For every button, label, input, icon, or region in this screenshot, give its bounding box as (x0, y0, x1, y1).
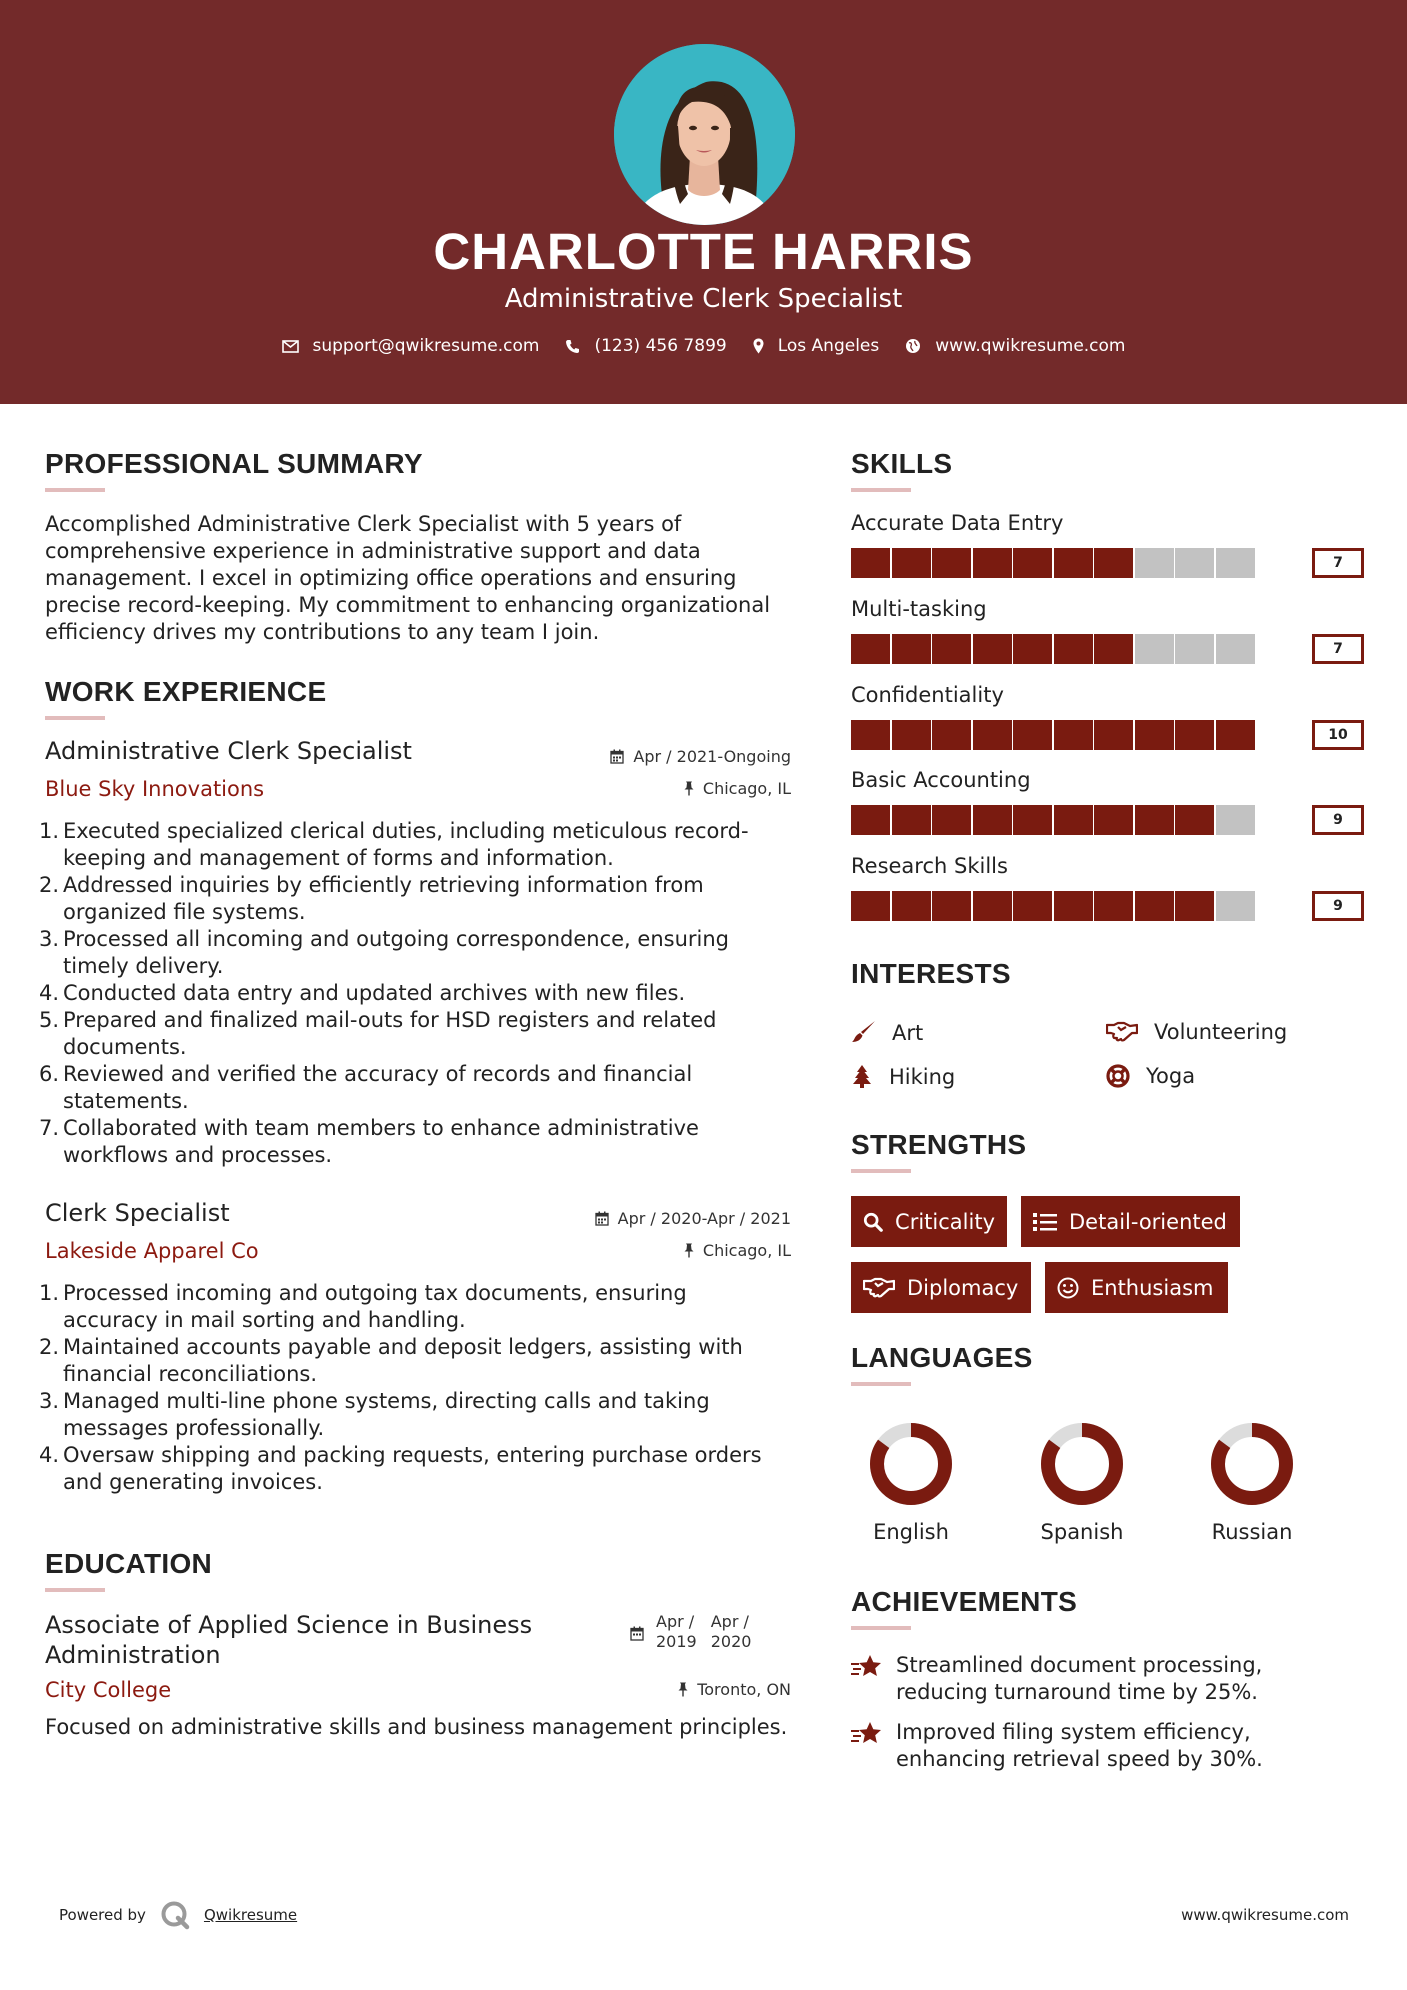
company-name: Lakeside Apparel Co (45, 1239, 259, 1263)
list-item: Managed multi-line phone systems, directing calls and taking messages professionally. (63, 1389, 710, 1440)
calendar-icon (610, 749, 624, 764)
skill-segment-filled (1013, 891, 1052, 921)
skill-segment-filled (851, 805, 890, 835)
skill-segment-empty (1175, 548, 1214, 578)
interest-label: Volunteering (1154, 1020, 1288, 1044)
strength-detail-oriented (1021, 1196, 1240, 1247)
job-location-text: Chicago, IL (702, 1241, 791, 1260)
skill-segment-empty (1135, 548, 1174, 578)
lifering-icon (1106, 1064, 1130, 1088)
job-location (684, 1241, 791, 1260)
list-item: Prepared and finalized mail-outs for HSD registers and related documents. (63, 1008, 717, 1059)
skill-segment-filled (1013, 634, 1052, 664)
skill-segment-filled (932, 720, 971, 750)
strengths-underline (851, 1169, 911, 1173)
qwikresume-logo-icon (160, 1900, 190, 1930)
skill-segment-filled (1216, 720, 1255, 750)
skill-level-badge: 10 (1312, 720, 1364, 750)
skill-level-badge: 9 (1312, 891, 1364, 921)
footer-website[interactable]: www.qwikresume.com (1181, 1906, 1349, 1924)
avatar (614, 44, 795, 225)
strength-label: Diplomacy (907, 1275, 1019, 1300)
calendar-icon (630, 1626, 644, 1641)
job-dates-text: Apr / 2021-Ongoing (633, 747, 791, 766)
strengths-heading: STRENGTHS (851, 1129, 1027, 1160)
skill-segment-filled (973, 548, 1012, 578)
envelope-icon (282, 340, 299, 353)
skill-segment-filled (1135, 805, 1174, 835)
list-item: Executed specialized clerical duties, including meticulous record-keeping and management of forms and information. (63, 819, 749, 870)
skill-segment-filled (892, 805, 931, 835)
skill-segment-filled (973, 805, 1012, 835)
job-bullets (63, 1280, 783, 1496)
skill-segment-filled (1175, 720, 1214, 750)
interest-art (851, 1020, 923, 1045)
skill-segment-filled (851, 634, 890, 664)
pin-icon (684, 781, 694, 796)
interest-volunteering (1106, 1020, 1287, 1044)
company-name: Blue Sky Innovations (45, 777, 265, 801)
job-location-text: Chicago, IL (702, 779, 791, 798)
skill-segment-filled (1094, 805, 1133, 835)
skill-segment-filled (1013, 548, 1052, 578)
skill-segment-empty (1216, 891, 1255, 921)
list-item: Maintained accounts payable and deposit ledgers, assisting with financial reconciliations. (63, 1335, 743, 1386)
skill-segment-filled (1135, 891, 1174, 921)
language-name: Spanish (1040, 1520, 1124, 1544)
strength-label: Detail-oriented (1069, 1209, 1227, 1234)
list-item: Collaborated with team members to enhance administrative workflows and processes. (63, 1116, 699, 1167)
star-icon (851, 1654, 883, 1680)
footer-powered (59, 1900, 297, 1930)
job-title: Administrative Clerk Specialist (45, 737, 412, 765)
skill-segment-filled (973, 720, 1012, 750)
skill-name: Research Skills (851, 854, 1008, 878)
job-dates-text: Apr / 2020-Apr / 2021 (617, 1209, 791, 1228)
skill-segment-empty (1175, 634, 1214, 664)
handshake-icon (1106, 1021, 1138, 1043)
contact-email[interactable] (282, 336, 540, 356)
list-item: Addressed inquiries by efficiently retrieving information from organized file systems. (63, 873, 704, 924)
handshake-icon (863, 1277, 895, 1299)
tree-icon (851, 1064, 873, 1089)
search-icon (863, 1211, 883, 1233)
skill-segment-filled (932, 548, 971, 578)
skill-name: Multi-tasking (851, 597, 987, 621)
language-name: Russian (1211, 1520, 1293, 1544)
end-month: Apr / (710, 1612, 749, 1631)
skill-segment-filled (851, 720, 890, 750)
strength-label: Criticality (895, 1209, 995, 1234)
pin-icon (684, 1243, 694, 1258)
degree-title: Associate of Applied Science in Business Administration (45, 1611, 533, 1669)
skill-segment-filled (973, 634, 1012, 664)
skill-segment-filled (1013, 805, 1052, 835)
skill-bar (851, 720, 1364, 750)
education-end (711, 1612, 752, 1652)
qwikresume-link[interactable]: Qwikresume (203, 1906, 298, 1924)
contact-website[interactable] (905, 336, 1125, 356)
job-dates (595, 1209, 791, 1228)
skill-segment-filled (932, 634, 971, 664)
skill-level-badge: 9 (1312, 805, 1364, 835)
profile-photo (614, 44, 795, 225)
skill-segment-empty (1216, 805, 1255, 835)
education-location-text: Toronto, ON (697, 1680, 791, 1699)
achievement-text: Improved filing system efficiency, enhancing retrieval speed by 30%. (896, 1720, 1263, 1771)
language-donut (1208, 1420, 1296, 1508)
skill-segment-filled (1135, 720, 1174, 750)
achievement-text: Streamlined document processing, reducing turnaround time by 25%. (896, 1653, 1263, 1704)
education-dates (630, 1612, 751, 1652)
skill-name: Confidentiality (851, 683, 1004, 707)
achievements-heading: ACHIEVEMENTS (851, 1586, 1078, 1617)
list-item: Processed all incoming and outgoing correspondence, ensuring timely delivery. (63, 927, 729, 978)
candidate-name: CHARLOTTE HARRIS (433, 223, 974, 280)
languages-heading: LANGUAGES (851, 1342, 1033, 1373)
skill-segment-empty (1216, 634, 1255, 664)
achievement-item (851, 1652, 1296, 1706)
skill-segment-filled (1013, 720, 1052, 750)
languages-underline (851, 1382, 911, 1386)
list-item: Reviewed and verified the accuracy of records and financial statements. (63, 1062, 693, 1113)
skill-segment-filled (932, 805, 971, 835)
job-title: Clerk Specialist (45, 1199, 230, 1227)
skill-segment-filled (973, 891, 1012, 921)
language-donut (1038, 1420, 1126, 1508)
skill-segment-filled (1094, 548, 1133, 578)
skill-level-badge: 7 (1312, 634, 1364, 664)
list-item: Oversaw shipping and packing requests, entering purchase orders and generating invoices. (63, 1443, 762, 1494)
skill-bar (851, 805, 1364, 835)
summary-text: Accomplished Administrative Clerk Specialist with 5 years of comprehensive experience in administrative support and data management. I excel in optimizing office operations and ensuring precise record-keeping. My commitment to enhancing organizational efficiency drives my contributions to any team I join. (45, 512, 771, 644)
skill-segment-empty (1216, 548, 1255, 578)
strength-diplomacy (851, 1262, 1031, 1313)
job-bullets (63, 818, 783, 1169)
contact-location (753, 336, 880, 356)
job-dates (610, 747, 791, 766)
contact-phone[interactable] (565, 336, 726, 356)
smile-icon (1057, 1277, 1079, 1299)
language-item (841, 1420, 981, 1544)
calendar-icon (595, 1211, 609, 1226)
skill-name: Basic Accounting (851, 768, 1031, 792)
skill-segment-filled (1054, 634, 1093, 664)
skill-segment-filled (892, 548, 931, 578)
skill-segment-filled (1054, 548, 1093, 578)
skill-segment-filled (1054, 805, 1093, 835)
skill-segment-filled (1175, 805, 1214, 835)
strength-label: Enthusiasm (1091, 1275, 1214, 1300)
strength-criticality (851, 1196, 1007, 1247)
skill-segment-filled (851, 548, 890, 578)
experience-underline (45, 716, 105, 720)
education-description: Focused on administrative skills and business management principles. (45, 1715, 788, 1739)
skills-heading: SKILLS (851, 448, 953, 479)
job-location (684, 779, 791, 798)
globe-icon (905, 338, 921, 354)
achievement-item (851, 1719, 1296, 1773)
resume-header (0, 0, 1407, 404)
list-item: Conducted data entry and updated archives with new files. (63, 981, 686, 1005)
skill-bar (851, 548, 1364, 578)
language-item (1012, 1420, 1152, 1544)
map-marker-icon (753, 338, 764, 354)
school-name: City College (45, 1678, 172, 1702)
phone-icon (565, 339, 580, 354)
achievements-underline (851, 1626, 911, 1630)
list-item: Processed incoming and outgoing tax documents, ensuring accuracy in mail sorting and handling. (63, 1281, 687, 1332)
education-heading: EDUCATION (45, 1548, 213, 1579)
skill-segment-filled (892, 634, 931, 664)
star-icon (851, 1721, 883, 1747)
skill-segment-filled (1054, 891, 1093, 921)
skill-bar (851, 891, 1364, 921)
email-text: support@qwikresume.com (312, 336, 540, 356)
contact-bar (0, 336, 1407, 356)
education-location (678, 1680, 791, 1699)
skill-bar (851, 634, 1364, 664)
strength-enthusiasm (1045, 1262, 1228, 1313)
phone-text: (123) 456 7899 (594, 336, 727, 356)
interest-label: Yoga (1146, 1064, 1196, 1088)
education-underline (45, 1588, 105, 1592)
pin-icon (678, 1682, 688, 1697)
interest-hiking (851, 1064, 955, 1089)
interest-label: Hiking (889, 1064, 956, 1089)
website-text: www.qwikresume.com (935, 336, 1126, 356)
start-month: Apr / (656, 1612, 695, 1631)
list-icon (1033, 1212, 1057, 1232)
language-donut (867, 1420, 955, 1508)
experience-heading: WORK EXPERIENCE (45, 676, 327, 707)
summary-heading: PROFESSIONAL SUMMARY (45, 448, 423, 479)
skills-underline (851, 488, 911, 492)
skill-segment-filled (932, 891, 971, 921)
skill-segment-empty (1135, 634, 1174, 664)
summary-underline (45, 488, 105, 492)
interest-label: Art (892, 1020, 924, 1045)
skill-segment-filled (1054, 720, 1093, 750)
skill-segment-filled (1094, 720, 1133, 750)
interests-heading: INTERESTS (851, 958, 1011, 989)
candidate-title: Administrative Clerk Specialist (504, 284, 903, 314)
skill-segment-filled (1094, 634, 1133, 664)
skill-segment-filled (892, 720, 931, 750)
language-item (1182, 1420, 1322, 1544)
interest-yoga (1106, 1064, 1195, 1088)
skill-name: Accurate Data Entry (851, 511, 1064, 535)
end-year: 2020 (710, 1632, 752, 1651)
skill-segment-filled (1175, 891, 1214, 921)
powered-by-text: Powered by (59, 1906, 146, 1924)
start-year: 2019 (656, 1632, 697, 1651)
skill-segment-filled (892, 891, 931, 921)
education-start (656, 1612, 697, 1652)
location-text: Los Angeles (777, 336, 880, 356)
skill-level-badge: 7 (1312, 548, 1364, 578)
language-name: English (873, 1520, 949, 1544)
skill-segment-filled (851, 891, 890, 921)
paintbrush-icon (851, 1020, 876, 1045)
skill-segment-filled (1094, 891, 1133, 921)
